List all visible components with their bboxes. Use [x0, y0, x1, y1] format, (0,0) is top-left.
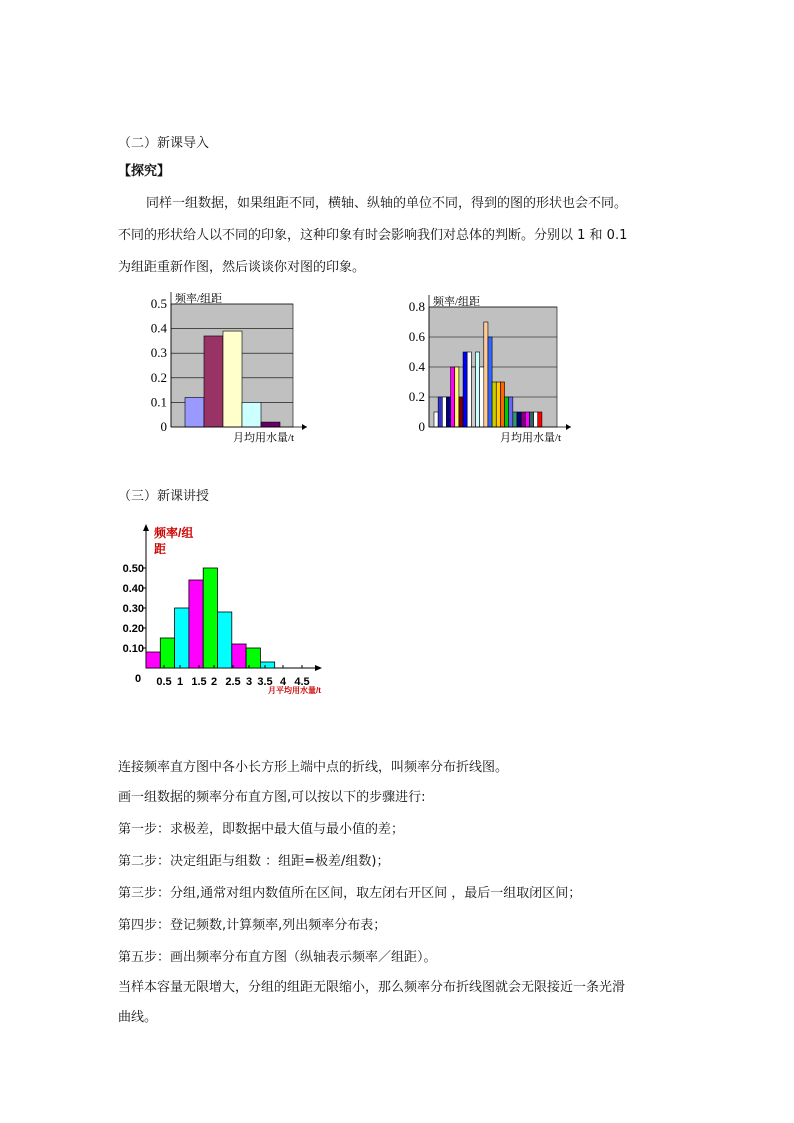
y-axis-label: 频率/组距 [433, 296, 481, 308]
paragraph-line: 不同的形状给人以不同的印象，这种印象有时会影响我们对总体的判断。分别以 1 和 0.1 [118, 228, 628, 243]
paragraph-line: 为组距重新作图，然后谈谈你对图的印象。 [118, 260, 366, 275]
histogram-bar [204, 336, 223, 427]
histogram-bar [505, 397, 509, 427]
histogram-bar [175, 608, 189, 668]
x-tick-label: 3 [245, 676, 253, 688]
y-axis-label: 距 [154, 542, 167, 556]
y-tick-label: 0.40 [122, 583, 144, 595]
body-line: 画一组数据的频率分布直方图,可以按以下的步骤进行: [118, 790, 426, 805]
body-line: 曲线。 [118, 1010, 158, 1025]
x-axis-arrow [566, 424, 571, 430]
histogram-bar [246, 648, 260, 668]
x-axis-arrow [302, 424, 307, 430]
paragraph-line: 同样一组数据，如果组距不同，横轴、纵轴的单位不同，得到的图的形状也会不同。 [146, 196, 628, 211]
histogram-bar [529, 412, 533, 427]
histogram-bar [242, 402, 261, 427]
y-tick-label: 0.2 [408, 389, 425, 404]
y-axis-label: 频率/组 [154, 526, 194, 540]
x-tick-label: 4 [279, 676, 287, 688]
y-axis-arrow [143, 524, 149, 531]
x-tick-label: 1 [176, 676, 184, 688]
histogram-bar [160, 638, 174, 668]
histogram-bar [534, 412, 538, 427]
step-line: 第一步：求极差，即数据中最大值与最小值的差； [118, 822, 405, 837]
histogram-bar [521, 412, 525, 427]
histogram-bar [223, 331, 242, 427]
histogram-bar [459, 397, 463, 427]
y-tick-label: 0.4 [150, 320, 167, 336]
histogram-bar [218, 612, 232, 668]
x-tick-label: 2.5 [225, 676, 241, 688]
histogram-chart-width-1 [140, 285, 340, 445]
histogram-bar [185, 397, 204, 427]
body-line: 连接频率直方图中各小长方形上端中点的折线，叫频率分布折线图。 [118, 760, 509, 775]
histogram-bar [480, 367, 484, 427]
histogram-bar [488, 337, 492, 427]
histogram-bar [232, 644, 246, 668]
histogram-chart-width-0-1 [398, 285, 598, 445]
y-tick-label: 0.2 [150, 369, 167, 385]
histogram-bar [203, 568, 217, 668]
histogram-bar [463, 352, 467, 427]
histogram-bar [189, 580, 203, 668]
histogram-bar [525, 412, 529, 427]
histogram-bar [517, 412, 521, 427]
histogram-bar [484, 322, 488, 427]
y-tick-label: 0 [134, 673, 142, 685]
histogram-bar [442, 397, 446, 427]
x-axis-label: 月平均用水量/t [268, 686, 321, 695]
y-tick-label: 0.20 [122, 623, 144, 635]
x-tick-label: 1.5 [191, 676, 207, 688]
x-axis-label: 月均用水量/t [500, 432, 562, 444]
histogram-bar [476, 352, 480, 427]
histogram-bar [260, 662, 274, 668]
y-axis-label: 频率/组距 [175, 293, 223, 305]
y-tick-label: 0.1 [150, 394, 167, 410]
step-line: 第三步：分组,通常对组内数值所在区间，取左闭右开区间 ，最后一组取闭区间； [118, 886, 582, 901]
histogram-bar [496, 382, 500, 427]
histogram-bar [500, 382, 504, 427]
explore-label: 【探究】 [118, 164, 171, 179]
histogram-bar [455, 367, 459, 427]
y-tick-label: 0 [418, 419, 425, 434]
histogram-bar [509, 397, 513, 427]
histogram-bar [451, 367, 455, 427]
step-line: 第五步：画出频率分布直方图（纵轴表示频率／组距）。 [118, 950, 437, 965]
x-tick-label: 4.5 [294, 676, 310, 688]
y-tick-label: 0.3 [150, 345, 167, 361]
histogram-bar [146, 652, 160, 668]
x-tick-label: 0.5 [156, 676, 172, 688]
x-axis-arrow [315, 665, 322, 671]
x-tick-label: 2 [210, 676, 218, 688]
x-axis-label: 月均用水量/t [233, 432, 295, 444]
y-tick-label: 0.6 [408, 329, 425, 344]
histogram-bar [492, 382, 496, 427]
section-heading-intro: （二）新课导入 [118, 136, 210, 151]
y-tick-label: 0.30 [122, 603, 144, 615]
step-line: 第四步：登记频数,计算频率,列出频率分布表； [118, 918, 387, 933]
y-tick-label: 0 [160, 419, 167, 434]
y-tick-label: 0.50 [122, 563, 144, 575]
histogram-bar [538, 412, 542, 427]
histogram-bar [513, 412, 517, 427]
y-tick-label: 0.8 [408, 299, 425, 314]
histogram-bar [446, 397, 450, 427]
histogram-bar [438, 397, 442, 427]
body-line: 当样本容量无限增大，分组的组距无限缩小，那么频率分布折线图就会无限接近一条光滑 [118, 980, 626, 995]
histogram-bar [471, 367, 475, 427]
histogram-bar [467, 352, 471, 427]
y-tick-label: 0.4 [408, 359, 425, 374]
histogram-bar [261, 422, 280, 427]
histogram-chart-colored [118, 522, 348, 702]
y-tick-label: 0.5 [150, 296, 167, 311]
x-tick-label: 3.5 [257, 676, 273, 688]
y-tick-label: 0.10 [122, 643, 144, 655]
histogram-bar [434, 412, 438, 427]
section-heading-lecture: （三）新课讲授 [118, 489, 210, 504]
step-line: 第二步：决定组距与组数 ：组距=极差/组数)； [118, 854, 390, 869]
